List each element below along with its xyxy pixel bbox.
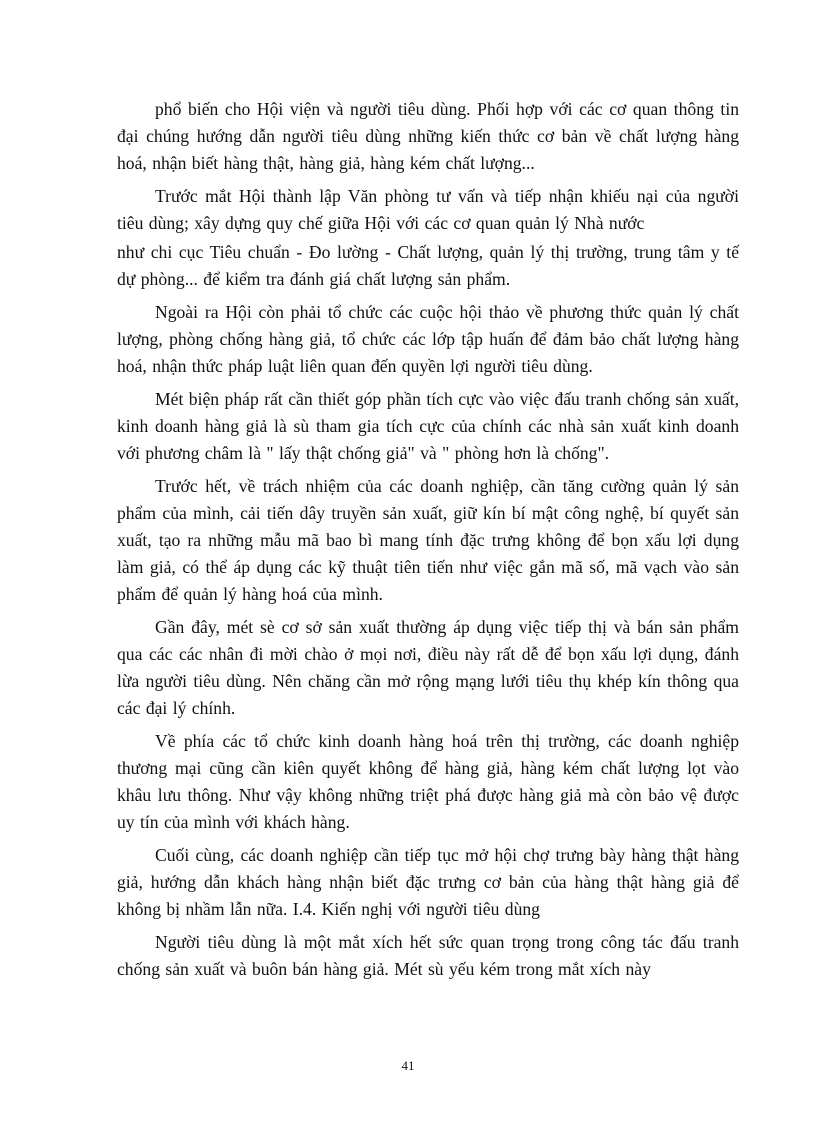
paragraph-6: Gần đây, mét sè cơ sở sản xuất thường áp dụng việc tiếp thị và bán sản phẩm qua các các nhân đi mời chào ở mọi nơi, điều này rất dễ để bọn xấu lợi dụng, đánh lừa người tiêu dùng. Nên chăng cần mở rộng mạng lưới tiêu thụ khép kín thông qua các đại lý chính.	[117, 617, 739, 718]
page-number: 41	[401, 1058, 415, 1073]
paragraph-9: Người tiêu dùng là một mắt xích hết sức quan trọng trong công tác đấu tranh chống sản xuất và buôn bán hàng giả. Mét sù yếu kém trong mắt xích này	[117, 932, 739, 979]
paragraph-5: Trước hết, về trách nhiệm của các doanh nghiệp, cần tăng cường quản lý sản phẩm của mình, cải tiến dây truyền sản xuất, giữ kín bí mật công nghệ, bí quyết sản xuất, tạo ra những mẫu mã bao bì mang tính đặc trưng không để bọn xấu lợi dụng làm giả, có thể áp dụng các kỹ thuật tiên tiến như việc gắn mã số, mã vạch vào sản phẩm để quản lý hàng hoá của mình.	[117, 476, 739, 604]
paragraph-2: Trước mắt Hội thành lập Văn phòng tư vấn và tiếp nhận khiếu nại của người tiêu dùng; xây dựng quy chế giữa Hội với các cơ quan quản lý Nhà nước	[117, 186, 739, 233]
paragraph-8: Cuối cùng, các doanh nghiệp cần tiếp tục mở hội chợ trưng bày hàng thật hàng giả, hướng dẫn khách hàng nhận biết đặc trưng cơ bản của hàng thật hàng giả để không bị nhầm lẫn nữa. I.4. Kiến nghị với người tiêu dùng	[117, 845, 739, 919]
body-text	[117, 96, 739, 989]
paragraph-4: Mét biện pháp rất cần thiết góp phần tích cực vào việc đấu tranh chống sản xuất, kinh doanh hàng giả là sù tham gia tích cực của chính các nhà sản xuất kinh doanh với phương châm là " lấy thật chống giả" và " phòng hơn là chống".	[117, 389, 739, 463]
paragraph-7: Về phía các tổ chức kinh doanh hàng hoá trên thị trường, các doanh nghiệp thương mại cũng cần kiên quyết không để hàng giả, hàng kém chất lượng lọt vào khâu lưu thông. Như vậy không những triệt phá được hàng giả mà còn bảo vệ được uy tín của mình với khách hàng.	[117, 731, 739, 832]
paragraph-1: phổ biến cho Hội viện và người tiêu dùng. Phối hợp với các cơ quan thông tin đại chúng hướng dẫn người tiêu dùng những kiến thức cơ bản về chất lượng hàng hoá, nhận biết hàng thật, hàng giả, hàng kém chất lượng...	[117, 99, 739, 173]
paragraph-3: Ngoài ra Hội còn phải tổ chức các cuộc hội thảo về phương thức quản lý chất lượng, phòng chống hàng giả, tổ chức các lớp tập huấn để đảm bảo chất lượng hàng hoá, nhận thức pháp luật liên quan đến quyền lợi người tiêu dùng.	[117, 302, 739, 376]
paragraph-2-continued: như chi cục Tiêu chuẩn - Đo lường - Chất lượng, quản lý thị trường, trung tâm y tế dự phòng... để kiểm tra đánh giá chất lượng sản phẩm.	[117, 242, 739, 289]
